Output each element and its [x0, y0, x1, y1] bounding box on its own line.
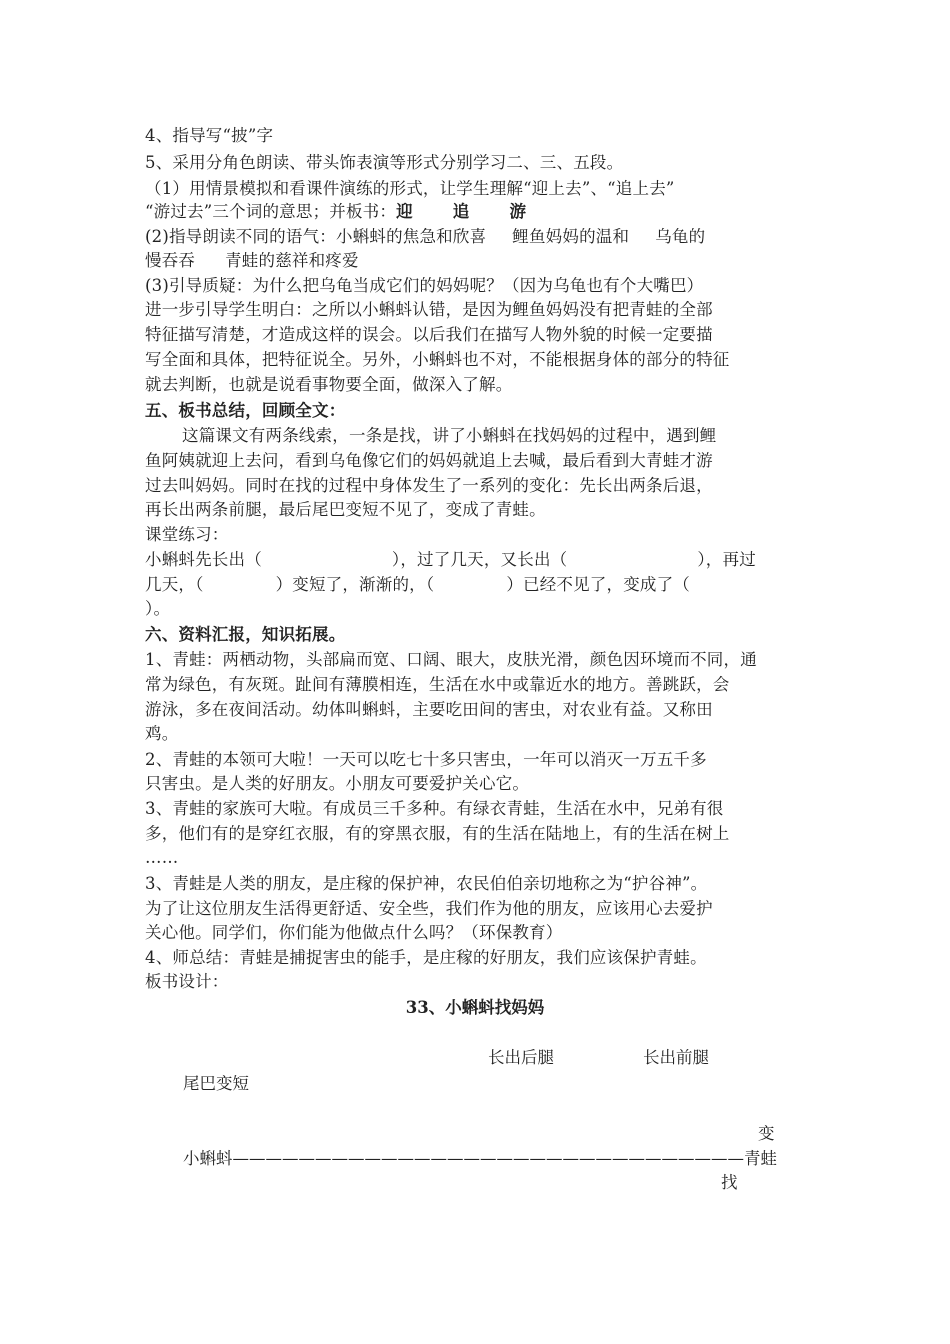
board-bian: 变 — [758, 1124, 775, 1143]
exercise-line: ）。 — [145, 599, 171, 618]
text-segment: ）已经不见了，变成了（ — [506, 575, 691, 594]
section-heading-5: 五、板书总结，回顾全文： — [145, 401, 346, 420]
text-line: 3、青蛙是人类的朋友，是庄稼的保护神，农民伯伯亲切地称之为“护谷神”。 — [145, 874, 708, 893]
exercise-title: 课堂练习： — [145, 525, 229, 544]
text-line: 2、青蛙的本领可大啦！一天可以吃七十多只害虫，一年可以消灭一万五千多 — [145, 750, 707, 769]
board-hind-legs: 长出后腿 — [488, 1048, 554, 1067]
text-line — [145, 249, 795, 273]
board-tadpole-line: 小蝌蚪———————————————————————————————青蛙 — [183, 1149, 777, 1168]
board-front-legs: 长出前腿 — [643, 1048, 709, 1067]
text-line: 4、师总结：青蛙是捕捉害虫的能手，是庄稼的好朋友，我们应该保护青蛙。 — [145, 948, 707, 967]
board-zhao: 找 — [721, 1173, 738, 1192]
board-word-you: 游 — [509, 202, 527, 221]
board-design-label: 板书设计： — [145, 972, 229, 991]
board-tail: 尾巴变短 — [183, 1074, 249, 1093]
text-segment: 乌龟的 — [655, 227, 706, 246]
text-line: 关心他。同学们，你们能为他做点什么吗？（环保教育） — [145, 923, 563, 942]
text-segment: 青蛙的慈祥和疼爱 — [225, 251, 359, 270]
text-segment: (2)指导朗读不同的语气：小蝌蚪的焦急和欣喜 — [145, 227, 487, 246]
text-line: (3)引导质疑：为什么把乌龟当成它们的妈妈呢？（因为乌龟也有个大嘴巴） — [145, 276, 704, 295]
text-line: 过去叫妈妈。同时在找的过程中身体发生了一系列的变化：先长出两条后退， — [145, 476, 713, 495]
text-segment: 几天，（ — [145, 575, 204, 594]
text-line: …… — [145, 848, 179, 867]
text-line: 特征描写清楚，才造成这样的误会。以后我们在描写人物外貌的时候一定要描 — [145, 325, 713, 344]
text-line: 就去判断，也就是说看事物要全面，做深入了解。 — [145, 375, 513, 394]
text-line: 常为绿色，有灰斑。趾间有薄膜相连，生活在水中或靠近水的地方。善跳跃，会 — [145, 675, 730, 694]
text-line: 游泳，多在夜间活动。幼体叫蝌蚪，主要吃田间的害虫，对农业有益。又称田 — [145, 700, 713, 719]
text-segment: “游过去”三个词的意思；并板书： — [145, 202, 397, 221]
text-line: 3、青蛙的家族可大啦。有成员三千多种。有绿衣青蛙，生活在水中，兄弟有很 — [145, 799, 724, 818]
text-line — [145, 200, 795, 224]
text-line: 写全面和具体，把特征说全。另外，小蝌蚪也不对，不能根据身体的部分的特征 — [145, 350, 730, 369]
text-line: 鱼阿姨就迎上去问，看到乌龟像它们的妈妈就追上去喊，最后看到大青蛙才游 — [145, 451, 713, 470]
text-line: 鸡。 — [145, 724, 179, 743]
text-line: （1）用情景模拟和看课件演练的形式，让学生理解“迎上去”、“追上去” — [145, 179, 675, 198]
text-line: 再长出两条前腿，最后尾巴变短不见了，变成了青蛙。 — [145, 500, 546, 519]
text-line: 为了让这位朋友生活得更舒适、安全些，我们作为他的朋友，应该用心去爱护 — [145, 899, 713, 918]
text-line: 4、指导写“披”字 — [145, 126, 274, 145]
board-word-zhui: 追 — [452, 202, 470, 221]
text-segment: ），再过 — [697, 550, 756, 569]
text-line: 这篇课文有两条线索，一条是找，讲了小蝌蚪在找妈妈的过程中，遇到鲤 — [182, 426, 717, 445]
text-line: 5、采用分角色朗读、带头饰表演等形式分别学习二、三、五段。 — [145, 153, 624, 172]
board-word-ying: 迎 — [396, 202, 413, 221]
text-segment: ）变短了，渐渐的，（ — [275, 575, 435, 594]
text-segment: ），过了几天，又长出（ — [391, 550, 568, 569]
text-line: 多，他们有的是穿红衣服，有的穿黑衣服，有的生活在陆地上，有的生活在树上 — [145, 824, 730, 843]
text-segment: 小蝌蚪先长出（ — [145, 550, 262, 569]
section-heading-6: 六、资料汇报，知识拓展。 — [145, 625, 346, 644]
text-segment: 鲤鱼妈妈的温和 — [512, 227, 630, 246]
text-segment: 慢吞吞 — [145, 251, 196, 270]
text-line: 只害虫。是人类的好朋友。小朋友可要爱护关心它。 — [145, 774, 530, 793]
exercise-line — [145, 548, 795, 572]
board-title: 33、小蝌蚪找妈妈 — [405, 998, 545, 1017]
text-line — [145, 225, 795, 249]
text-line: 进一步引导学生明白：之所以小蝌蚪认错，是因为鲤鱼妈妈没有把青蛙的全部 — [145, 300, 713, 319]
exercise-line — [145, 573, 795, 597]
text-line: 1、青蛙：两栖动物，头部扁而宽、口阔、眼大，皮肤光滑，颜色因环境而不同，通 — [145, 650, 757, 669]
